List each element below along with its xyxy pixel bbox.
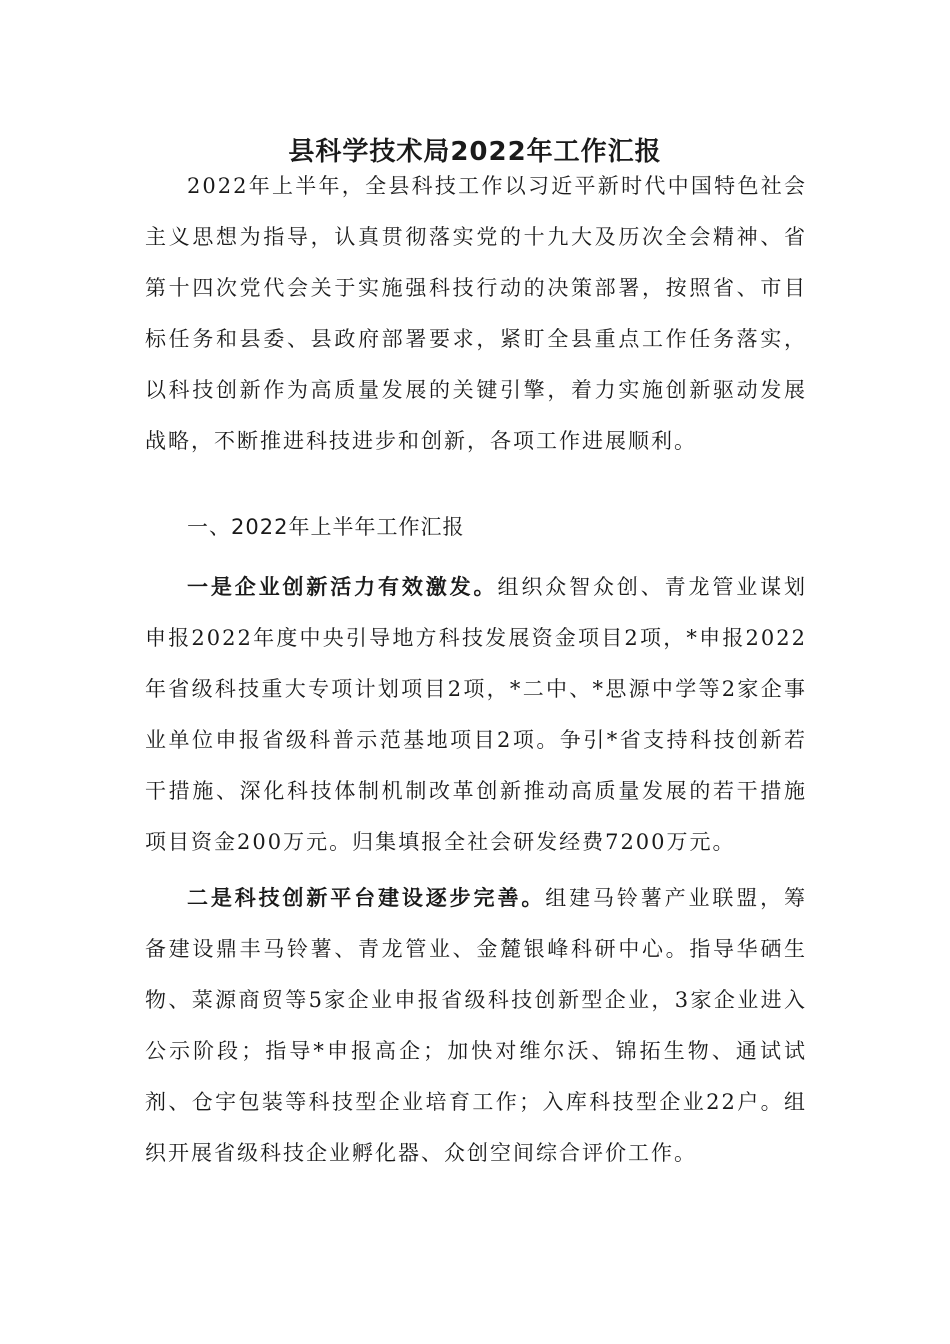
item-text-1: 组织众智众创、青龙管业谋划申报2022年度中央引导地方科技发展资金项目2项，*申报2022年省级科技重大专项计划项目2项，*二中、*思源中学等2家企事业单位申报省级科普示范基地项目2项。争引*省支持科技创新若干措施、深化科技体制机制改革创新推动高质量发展的若干措施项目资金200万元。归集填报全社会研发经费7200万元。 (145, 575, 808, 854)
section-heading: 一、2022年上半年工作汇报 (187, 515, 465, 539)
intro-paragraph: 2022年上半年，全县科技工作以习近平新时代中国特色社会主义思想为指导，认真贯彻落实党的十九大及历次全会精神、省第十四次党代会关于实施强科技行动的决策部署，按照省、市目标任务和县委、县政府部署要求，紧盯全县重点工作任务落实，以科技创新作为高质量发展的关键引擎，着力实施创新驱动发展战略，不断推进科技进步和创新，各项工作进展顺利。 (145, 174, 807, 453)
item-lead-2: 二是科技创新平台建设逐步完善。 (187, 886, 546, 910)
item-paragraph-1 (145, 562, 807, 868)
item-lead-1: 一是企业创新活力有效激发。 (187, 575, 498, 599)
item-text-2: 组建马铃薯产业联盟，筹备建设鼎丰马铃薯、青龙管业、金麓银峰科研中心。指导华硒生物、菜源商贸等5家企业申报省级科技创新型企业，3家企业进入公示阶段；指导*申报高企；加快对维尔沃、锦拓生物、通试试剂、仓宇包装等科技型企业培育工作；入库科技型企业22户。组织开展省级科技企业孵化器、众创空间综合评价工作。 (145, 886, 808, 1165)
item-paragraph-2 (145, 873, 807, 1179)
document-title: 县科学技术局2022年工作汇报 (288, 137, 662, 167)
